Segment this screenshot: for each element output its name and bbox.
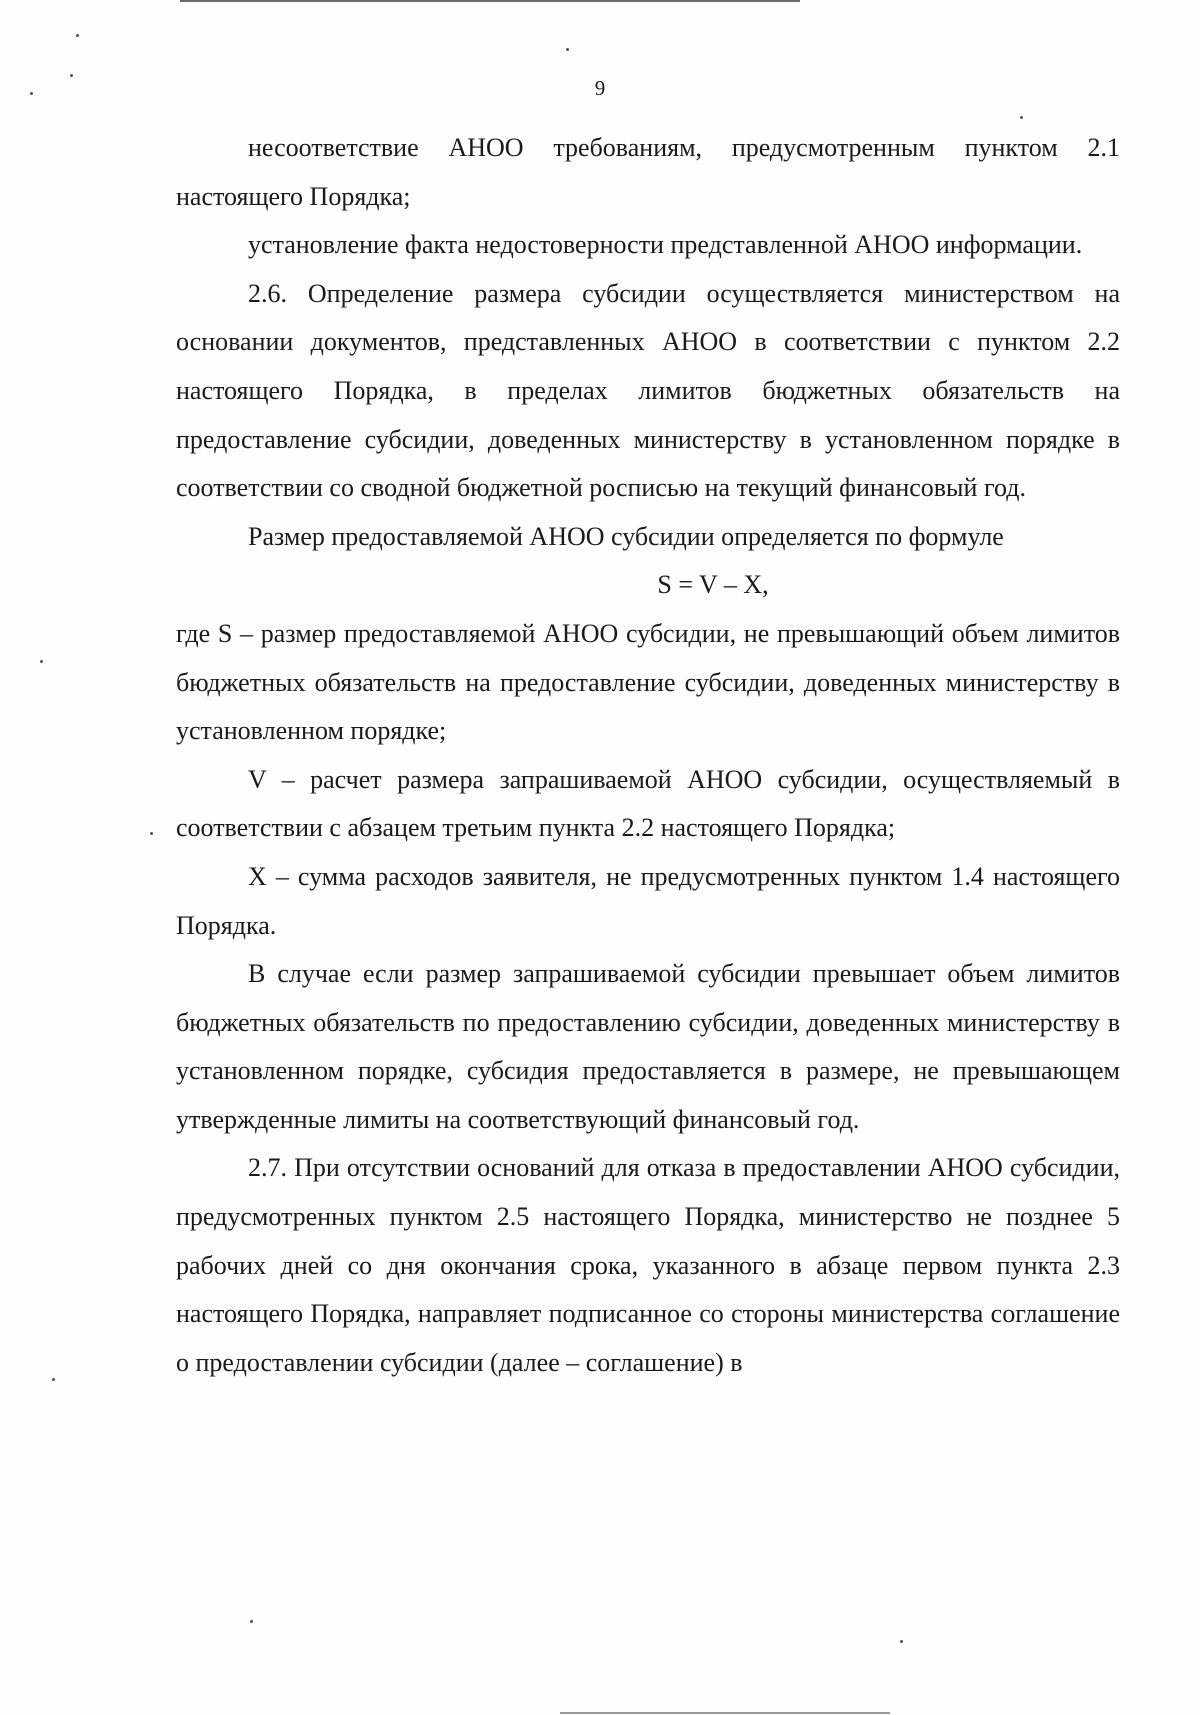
paragraph-formula-intro: Размер предоставляемой АНОО субсидии определяется по формуле <box>248 521 1004 551</box>
scan-edge-line <box>180 0 800 2</box>
paragraph-2-6: 2.6. Определение размера субсидии осуществляется министерством на основании документов, представленных АНОО в соответствии с пунктом 2.2 настоящего Порядка, в пределах лимитов бюджетных обязательств на предоставление субсидии, доведенных министерству в установленном порядке в соответствии со сводной бюджетной росписью на текущий финансовый год. <box>176 278 1120 503</box>
paragraph-2-7: 2.7. При отсутствии оснований для отказа в предоставлении АНОО субсидии, предусмотренных пунктом 2.5 настоящего Порядка, министерство не позднее 5 рабочих дней со дня окончания срока, указанного в абзаце первом пункта 2.3 настоящего Порядка, направляет подписанное со стороны министерства соглашение о предоставлении субсидии (далее – соглашение) в <box>176 1153 1120 1377</box>
paragraph-formula-s: где S – размер предоставляемой АНОО субсидии, не превышающий объем лимитов бюджетных обязательств на предоставление субсидии, доведенных министерству в установленном порядке; <box>176 618 1120 746</box>
paragraph-limit-exceeded: В случае если размер запрашиваемой субсидии превышает объем лимитов бюджетных обязательств по предоставлению субсидии, доведенных министерству в установленном порядке, субсидия предоставляется в размере, не превышающем утвержденные лимиты на соответствующий финансовый год. <box>176 959 1120 1134</box>
paragraph-formula-x: X – сумма расходов заявителя, не предусмотренных пунктом 1.4 настоящего Порядка. <box>176 861 1120 940</box>
scan-speck <box>70 74 73 77</box>
paragraph-false-information: установление факта недостоверности представленной АНОО информации. <box>248 230 1083 260</box>
paragraph-formula-v: V – расчет размера запрашиваемой АНОО субсидии, осуществляемый в соответствии с абзацем третьим пункта 2.2 настоящего Порядка; <box>176 764 1120 843</box>
page-number: 9 <box>594 76 606 100</box>
formula: S = V – X, <box>657 570 769 600</box>
scan-speck <box>1020 116 1023 119</box>
scan-speck <box>566 48 569 51</box>
paragraph-ineligibility: несоответствие АНОО требованиям, предусмотренным пунктом 2.1 настоящего Порядка; <box>176 133 1120 211</box>
scan-speck <box>30 92 33 95</box>
scan-speck <box>52 1378 55 1381</box>
scan-speck <box>150 832 153 835</box>
scan-edge-line-bottom <box>560 1712 890 1714</box>
document-body <box>176 124 1120 1387</box>
scan-speck <box>900 1640 903 1643</box>
scan-speck <box>76 34 79 37</box>
scan-speck <box>40 660 43 663</box>
scan-speck <box>250 1620 253 1623</box>
